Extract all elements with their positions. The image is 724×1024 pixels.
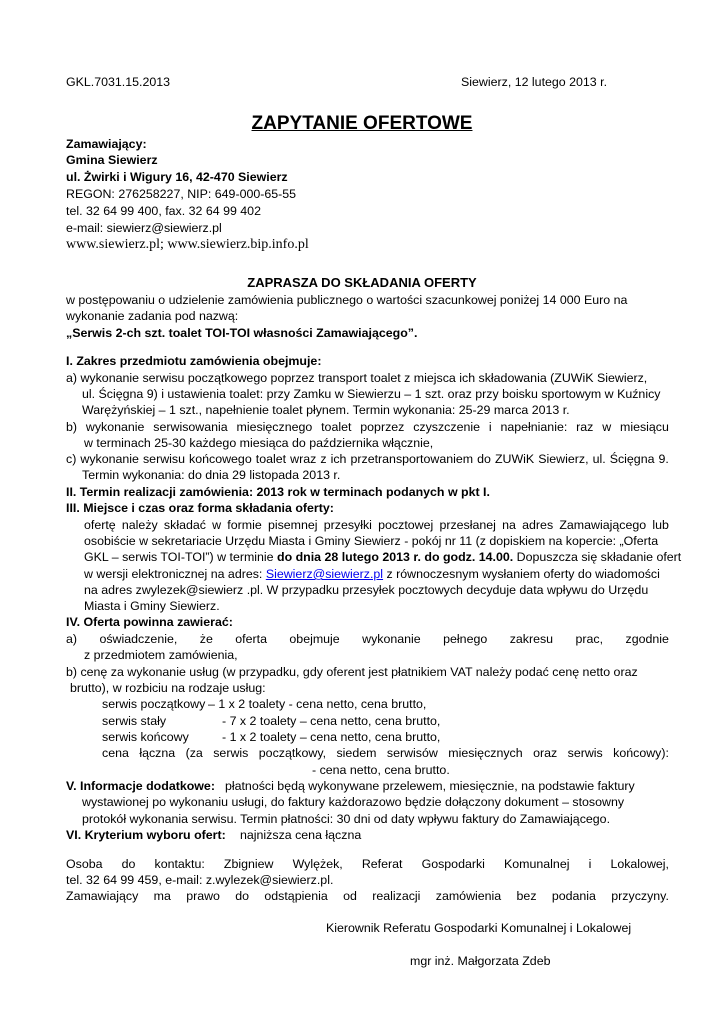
- invitation-heading: ZAPRASZA DO SKŁADANIA OFERTY: [247, 275, 477, 290]
- word: b): [66, 420, 78, 434]
- word: wykonanie: [80, 452, 139, 466]
- section-4-b-line-1: b) cenę za wykonanie usług (w przypadku, gdy oferent jest płatnikiem VAT należy podać cenę netto oraz: [66, 665, 638, 679]
- word: Ścięgna: [609, 452, 655, 466]
- signatory-name: mgr inż. Małgorzata Zdeb: [410, 954, 551, 968]
- word: zamówienia: [435, 889, 502, 903]
- word: prawo: [186, 889, 220, 903]
- word: ma: [153, 889, 171, 903]
- word: pocztowej: [378, 518, 434, 532]
- word: oferta: [235, 632, 267, 646]
- task-name: „Serwis 2-ch szt. toalet TOI-TOI własności Zamawiającego”.: [66, 326, 418, 340]
- phone-fax: tel. 32 64 99 400, fax. 32 64 99 402: [66, 204, 261, 218]
- section-5-line-1: [66, 778, 635, 794]
- word: miesięcznych: [448, 746, 523, 760]
- word: Gospodarki: [421, 857, 485, 871]
- word: Osoba: [66, 857, 103, 871]
- service-name: serwis końcowy: [102, 730, 189, 744]
- contact-line-2: tel. 32 64 99 459, e-mail: z.wylezek@siewierz.pl.: [66, 873, 334, 887]
- word: że: [199, 632, 213, 646]
- word: Referat: [361, 857, 403, 871]
- word: czyszczenie: [413, 420, 480, 434]
- word: prac,: [575, 632, 604, 646]
- word: łączna: [139, 746, 176, 760]
- word: realizacji: [372, 889, 421, 903]
- word: zakresu: [509, 632, 554, 646]
- section-5-line-3: protokół wykonania serwisu. Termin płatności: 30 dni od daty wpływu faktury do Zamawiającego.: [82, 812, 611, 826]
- word: końcowego: [189, 452, 252, 466]
- word: Zbigniew: [223, 857, 274, 871]
- word: pisemnej: [267, 518, 318, 532]
- section-3-heading: III. Miejsce i czas oraz forma składania oferty:: [66, 501, 334, 515]
- service-detail: – 1 x 2 toalety - cena netto, cena brutto,: [208, 697, 427, 711]
- section-6-heading: VI. Kryterium wyboru ofert:: [66, 828, 226, 842]
- place-and-date: Siewierz, 12 lutego 2013 r.: [461, 75, 608, 89]
- invitation-line-1: w postępowaniu o udzielenie zamówienia publicznego o wartości szacunkowej poniżej 14 000 Euro na: [66, 293, 628, 307]
- word: napełnianie:: [500, 420, 568, 434]
- regon-nip: REGON: 276258227, NIP: 649-000-65-55: [66, 187, 297, 201]
- email-link[interactable]: Siewierz@siewierz.pl: [265, 567, 384, 581]
- word: do: [477, 452, 491, 466]
- section-1-a-line-2: ul. Ścięgna 9) i ustawienia toalet: przy Zamku w Siewierzu – 1 szt. oraz przy boisku sportowym w Kuźnicy: [82, 387, 661, 401]
- word: obejmuje: [289, 632, 340, 646]
- section-3-line-3: [84, 549, 681, 565]
- selection-criterion: najniższa cena łączna: [240, 828, 362, 842]
- text: GKL – serwis TOI-TOI”) w terminie: [84, 550, 278, 564]
- section-4-heading: IV. Oferta powinna zawierać:: [66, 615, 233, 629]
- section-1-b-line-2: w terminach 25-30 każdego miesiąca do października włącznie,: [84, 436, 434, 450]
- word: c): [66, 452, 77, 466]
- word: Komunalnej: [504, 857, 570, 871]
- section-3-line-6: Miasta i Gminy Siewierz.: [84, 599, 220, 613]
- word: toalet: [321, 420, 352, 434]
- word: adres: [522, 518, 554, 532]
- deadline: do dnia 28 lutego 2013 r. do godz. 14.00.: [277, 550, 514, 564]
- word: formie: [227, 518, 262, 532]
- word: na: [502, 518, 516, 532]
- word: miesięcznego: [236, 420, 313, 434]
- word: siedem: [336, 746, 377, 760]
- total-price-line-2: - cena netto, cena brutto.: [312, 763, 450, 777]
- section-1-heading: I. Zakres przedmiotu zamówienia obejmuje:: [66, 354, 322, 368]
- section-3-line-5: na adres zwylezek@siewierz .pl. W przypadku przesyłek pocztowych decyduje data wpływu do Urzędu: [84, 583, 649, 597]
- email: e-mail: siewierz@siewierz.pl: [66, 221, 222, 235]
- word: pełnego: [443, 632, 488, 646]
- word: lub: [652, 518, 669, 532]
- word: z: [320, 452, 327, 466]
- word: składać: [163, 518, 206, 532]
- word: należy: [121, 518, 158, 532]
- word: wykonanie: [85, 420, 145, 434]
- document-title: ZAPYTANIE OFERTOWE: [251, 113, 473, 134]
- word: Zamawiającego: [559, 518, 647, 532]
- word: przesłanej: [439, 518, 496, 532]
- service-name: serwis stały: [102, 714, 167, 728]
- section-1-a-line-3: Warężyńskiej – 1 szt., napełnienie toalet płynem. Termin wykonania: 25-29 marca 2013 r.: [82, 403, 570, 417]
- section-1-a-line-1: a) wykonanie serwisu początkowego poprzez transport toalet z miejsca ich składowania (ZUWiK Siewierz,: [66, 371, 648, 385]
- word: ZUWiK: [494, 452, 535, 466]
- invitation-line-2: wykonanie zadania pod nazwą:: [66, 309, 239, 323]
- word: przetransportowaniem: [350, 452, 474, 466]
- word: przyczyny.: [611, 889, 669, 903]
- word: początkowy,: [258, 746, 327, 760]
- service-name: serwis początkowy: [102, 697, 206, 711]
- section-1-c-line-2: Termin wykonania: do dnia 29 listopada 2013 r.: [82, 468, 341, 482]
- service-detail: - 1 x 2 toalety – cena netto, cena brutto,: [222, 730, 441, 744]
- word: bez: [516, 889, 537, 903]
- word: wraz: [290, 452, 317, 466]
- websites: www.siewierz.pl; www.siewierz.bip.info.pl: [66, 237, 309, 252]
- word: raz: [576, 420, 594, 434]
- word: kontaktu:: [154, 857, 205, 871]
- word: poprzez: [360, 420, 405, 434]
- total-price-line: [102, 745, 669, 761]
- word: podania: [551, 889, 596, 903]
- word: a): [66, 632, 78, 646]
- word: Wylężek,: [292, 857, 343, 871]
- word: ul.: [592, 452, 606, 466]
- word: przesyłki: [323, 518, 372, 532]
- word: wykonanie: [362, 632, 421, 646]
- section-5-line-2: wystawionej po wykonaniu usługi, do faktury każdorazowo będzie dołączony dokument – stosowny: [82, 795, 625, 809]
- word: do: [121, 857, 136, 871]
- word: w: [602, 420, 612, 434]
- word: i: [488, 420, 492, 434]
- text: płatności będą wykonywane przelewem, miesięcznie, na podstawie faktury: [224, 779, 635, 793]
- contact-line-3: [66, 888, 669, 904]
- section-1-c-line-1: [66, 451, 669, 467]
- text: z równoczesnym wysłaniem oferty do wiadomości: [383, 567, 660, 581]
- section-4-a-line-2: z przedmiotem zamówienia,: [84, 648, 238, 662]
- word: serwis: [213, 746, 249, 760]
- contact-line-1: [66, 856, 669, 872]
- section-3-line-2: osobiście w sekretariacie Urzędu Miasta i Gminy Siewierz - pokój nr 11 (z dopiskiem na kopercie: „Oferta: [84, 534, 659, 548]
- word: do: [235, 889, 250, 903]
- section-4-a-line-1: [66, 631, 669, 647]
- text: w wersji elektronicznej na adres:: [84, 567, 266, 581]
- word: ich: [330, 452, 347, 466]
- word: w: [212, 518, 222, 532]
- text: Dopuszcza się składanie ofert: [513, 550, 682, 564]
- word: miesiącu: [620, 420, 669, 434]
- word: Siewierz,: [538, 452, 589, 466]
- word: Zamawiający: [66, 889, 139, 903]
- word: serwisowania: [153, 420, 228, 434]
- word: toalet: [255, 452, 287, 466]
- service-detail: - 7 x 2 toalety – cena netto, cena brutto,: [222, 714, 441, 728]
- ordering-party-address: ul. Żwirki i Wigury 16, 42-470 Siewierz: [66, 170, 288, 184]
- word: od: [343, 889, 357, 903]
- section-4-b-line-2: brutto), w rozbiciu na rodzaje usług:: [70, 681, 266, 695]
- word: serwisu: [142, 452, 185, 466]
- word: ofertę: [84, 518, 116, 532]
- word: cena: [102, 746, 129, 760]
- word: serwisów: [386, 746, 438, 760]
- word: serwis: [567, 746, 603, 760]
- word: zgodnie: [625, 632, 669, 646]
- word: odstąpienia: [264, 889, 328, 903]
- word: końcowy):: [613, 746, 669, 760]
- section-5-heading: V. Informacje dodatkowe:: [66, 779, 215, 793]
- signatory-position: Kierownik Referatu Gospodarki Komunalnej i Lokalowej: [326, 921, 632, 935]
- section-3-line-4: [84, 566, 660, 582]
- ordering-party-label: Zamawiający:: [66, 137, 147, 151]
- word: oświadczenie,: [99, 632, 178, 646]
- ordering-party-name: Gmina Siewierz: [66, 153, 158, 167]
- section-1-b-line-1: [66, 419, 669, 435]
- document-reference: GKL.7031.15.2013: [66, 75, 171, 89]
- word: (za: [185, 746, 203, 760]
- section-2-heading: II. Termin realizacji zamówienia: 2013 rok w terminach podanych w pkt I.: [66, 485, 490, 499]
- section-3-line-1: [84, 517, 669, 533]
- word: i: [588, 857, 592, 871]
- word: oraz: [533, 746, 558, 760]
- word: Lokalowej,: [610, 857, 669, 871]
- word: 9.: [658, 452, 669, 466]
